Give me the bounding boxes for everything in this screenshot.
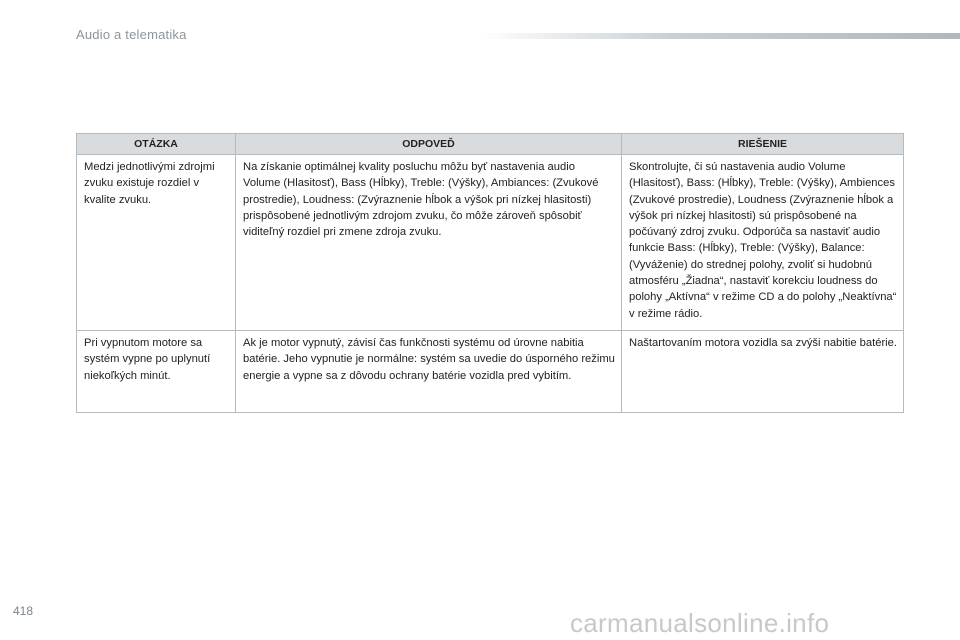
solution-cell: Skontrolujte, či sú nastavenia audio Volume (Hlasitosť), Bass: (Hĺbky), Treble: (Výšky), Ambiences (Zvukové prostredie), Loudness (Zvýraznenie hĺbok a výšok pri nízkej hlasitosti) sú prispôsobené na počúvaný zdroj zvuku. Odporúča sa nastaviť audio funkcie Bass: (Hĺbky), Treble: (Výšky), Balance: (Vyváženie) do strednej polohy, zvoliť si hudobnú atmosféru „Žiadna“, nastaviť korekciu loudness do polohy „Aktívna“ v režime CD a do polohy „Neaktívna“ v režime rádio. — [622, 155, 904, 331]
header-decorative-bar — [480, 33, 960, 39]
question-cell: Pri vypnutom motore sa systém vypne po uplynutí niekoľkých minút. — [77, 330, 236, 412]
table-header-row — [77, 134, 904, 155]
troubleshooting-table — [76, 133, 904, 413]
section-title: Audio a telematika — [76, 27, 187, 42]
question-cell: Medzi jednotlivými zdrojmi zvuku existuje rozdiel v kvalite zvuku. — [77, 155, 236, 331]
column-header-question: OTÁZKA — [77, 134, 236, 155]
solution-cell: Naštartovaním motora vozidla sa zvýši nabitie batérie. — [622, 330, 904, 412]
table-row — [77, 155, 904, 331]
column-header-answer: ODPOVEĎ — [236, 134, 622, 155]
table-row — [77, 330, 904, 412]
answer-cell: Ak je motor vypnutý, závisí čas funkčnosti systému od úrovne nabitia batérie. Jeho vypnutie je normálne: systém sa uvedie do úsporného režimu energie a vypne sa z dôvodu ochrany batérie vozidla pred vybitím. — [236, 330, 622, 412]
answer-cell: Na získanie optimálnej kvality posluchu môžu byť nastavenia audio Volume (Hlasitosť), Bass (Hĺbky), Treble: (Výšky), Ambiances: (Zvukové prostredie), Loudness: (Zvýraznenie hĺbok a výšok pri nízkej hlasitosti) prispôsobené jednotlivým zdrojom zvuku, čo môže zároveň spôsobiť viditeľný rozdiel pri zmene zdroja zvuku. — [236, 155, 622, 331]
watermark: carmanualsonline.info — [570, 608, 830, 638]
column-header-solution: RIEŠENIE — [622, 134, 904, 155]
page-number: 418 — [13, 604, 34, 618]
